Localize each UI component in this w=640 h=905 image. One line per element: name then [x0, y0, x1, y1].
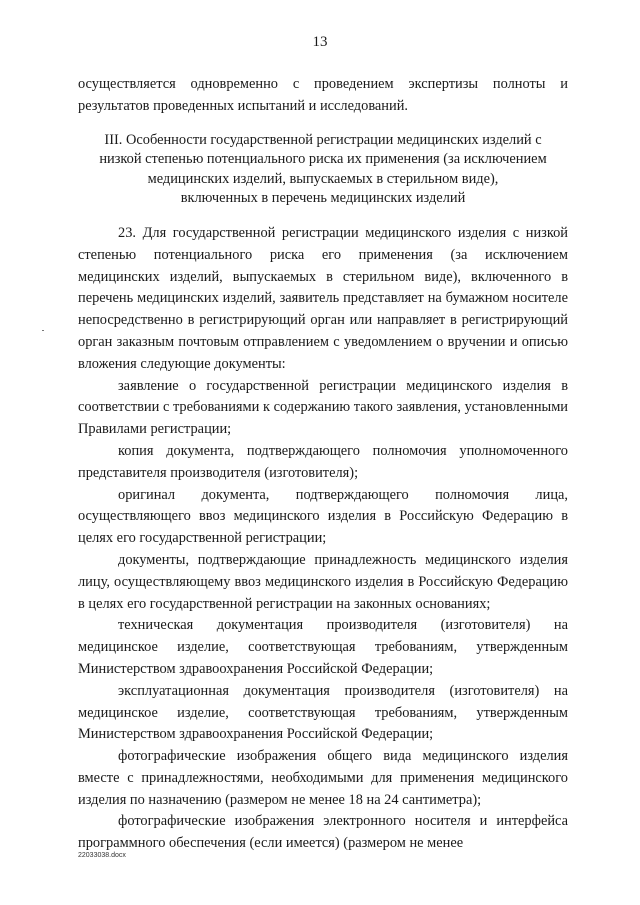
list-item-ownership-documents: документы, подтверждающие принадлежность медицинского изделия лицу, осуществляющему ввоз медицинского изделия в Российскую Федерацию в целях его государственной регистрации на законных основаниях; — [78, 551, 568, 612]
paragraph-23: 23. Для государственной регистрации медицинского изделия с низкой степенью потенциального риска его применения (за исключением медицинских изделий, выпускаемых в стерильном виде), включенного в перечень медицинских изделий, заявитель представляет на бумажном носителе непосредственно в регистрирующий орган или направляет в регистрирующий орган заказным почтовым отправлением с уведомлением о вручении и описью вложения следующие документы: — [78, 224, 568, 372]
list-item-importer-original: оригинал документа, подтверждающего полномочия лица, осуществляющего ввоз медицинского изделия в Российскую Федерацию в целях его государственной регистрации; — [78, 486, 568, 547]
list-item-technical-documentation: техническая документация производителя (изготовителя) на медицинское изделие, соответствующая требованиям, утвержденным Министерством здравоохранения Российской Федерации; — [78, 617, 568, 677]
list-item-application: заявление о государственной регистрации медицинского изделия в соответствии с требованиями к содержанию такого заявления, установленными Правилами регистрации; — [78, 377, 568, 438]
section-heading-line: низкой степенью потенциального риска их применения (за исключением — [99, 151, 547, 168]
section-heading-line: III. Особенности государственной регистрации медицинских изделий с — [104, 131, 542, 148]
footer-filename: 22033038.docx — [78, 852, 126, 859]
page-number: 13 — [312, 34, 328, 50]
intro-paragraph: осуществляется одновременно с проведением экспертизы полноты и результатов проведенных испытаний и исследований. — [78, 76, 568, 114]
list-item-interface-photos: фотографические изображения электронного носителя и интерфейса программного обеспечения (если имеется) (размером не менее — [78, 813, 568, 852]
section-heading — [98, 131, 548, 209]
list-item-representative-copy: копия документа, подтверждающего полномочия уполномоченного представителя производителя (изготовителя); — [78, 442, 568, 481]
list-item-operational-documentation: эксплуатационная документация производителя (изготовителя) на медицинское изделие, соответствующая требованиям, утвержденным Министерством здравоохранения Российской Федерации; — [78, 682, 568, 743]
list-item-general-photos: фотографические изображения общего вида медицинского изделия вместе с принадлежностями, необходимыми для применения медицинского изделия по назначению (размером не менее 18 на 24 сантиметра); — [78, 748, 568, 808]
section-heading-line: медицинских изделий, выпускаемых в стерильном виде), — [147, 170, 499, 187]
document-body — [78, 74, 568, 855]
margin-mark — [42, 330, 44, 331]
section-heading-line: включенных в перечень медицинских изделий — [180, 190, 466, 207]
